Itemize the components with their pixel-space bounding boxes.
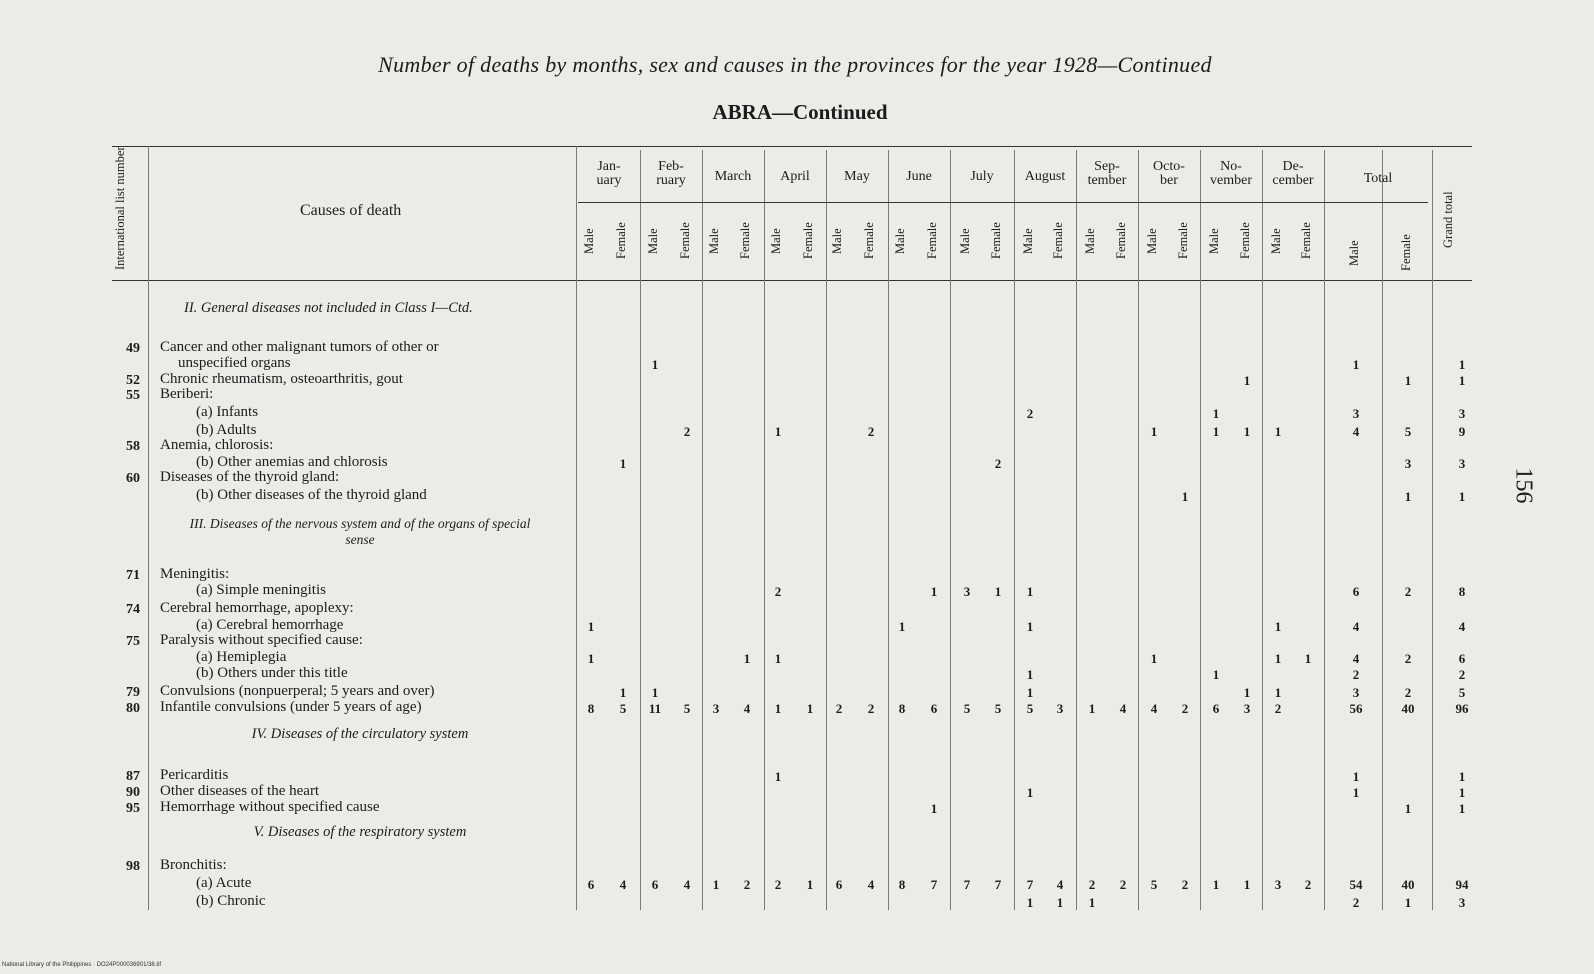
row-label: Cerebral hemorrhage, apoplexy: (160, 601, 354, 616)
table-cell: 2 (743, 877, 751, 892)
male-header: Male (582, 228, 596, 254)
table-cell: 1 (806, 877, 814, 892)
table-cell: 5 (683, 701, 691, 716)
table-cell: 5 (619, 701, 627, 716)
table-cell: 2 (835, 701, 843, 716)
table-cell: 2 (1352, 667, 1360, 682)
table-cell: 1 (1243, 424, 1251, 439)
table-cell: 94 (1455, 877, 1469, 892)
male-header: Male (958, 228, 972, 254)
row-label: (b) Adults (196, 423, 257, 438)
month-column-rule (950, 150, 951, 910)
table-cell: 2 (1088, 877, 1096, 892)
month-header: De- cember (1272, 159, 1314, 188)
row-label: Convulsions (nonpuerperal; 5 years and over) (160, 684, 435, 699)
table-cell: 3 (1352, 406, 1360, 421)
grand-total-header: Grand total (1441, 191, 1455, 249)
table-cell: 1 (1212, 877, 1220, 892)
table-cell: 7 (930, 877, 938, 892)
row-label: Pericarditis (160, 768, 229, 783)
row-code: 90 (126, 785, 140, 800)
female-header: Female (614, 222, 628, 260)
table-cell: 1 (1243, 685, 1251, 700)
table-cell: 1 (1026, 895, 1034, 910)
table-cell: 2 (1181, 701, 1189, 716)
table-cell: 1 (587, 651, 595, 666)
total-column-rule (1382, 150, 1383, 910)
table-column-rule (576, 146, 577, 910)
table-cell: 1 (1274, 619, 1282, 634)
row-label: (a) Simple meningitis (196, 583, 326, 598)
table-cell: 1 (774, 651, 782, 666)
table-cell: 3 (963, 584, 971, 599)
table-cell: 3 (1458, 456, 1466, 471)
table-cell: 4 (1352, 424, 1360, 439)
table-cell: 96 (1455, 701, 1469, 716)
month-header: March (714, 169, 752, 184)
section-heading: III. Diseases of the nervous system and of the organs of special sense (189, 516, 531, 547)
section-heading: IV. Diseases of the circulatory system (251, 726, 469, 742)
table-cell: 6 (651, 877, 659, 892)
table-cell: 2 (774, 584, 782, 599)
table-cell: 1 (1243, 373, 1251, 388)
row-code: 80 (126, 701, 140, 716)
table-cell: 3 (1274, 877, 1282, 892)
female-header: Female (738, 222, 752, 260)
table-cell: 8 (898, 701, 906, 716)
row-label: unspecified organs (178, 356, 291, 371)
table-cell: 8 (898, 877, 906, 892)
row-code: 79 (126, 685, 140, 700)
table-cell: 1 (1352, 357, 1360, 372)
table-cell: 6 (587, 877, 595, 892)
male-header: Male (1269, 228, 1283, 254)
table-cell: 5 (994, 701, 1002, 716)
female-header: Female (862, 222, 876, 260)
table-cell: 40 (1401, 701, 1415, 716)
table-cell: 4 (683, 877, 691, 892)
row-label: Paralysis without specified cause: (160, 633, 363, 648)
row-code: 52 (126, 373, 140, 388)
month-header: Sep- tember (1087, 159, 1127, 188)
table-cell: 1 (1458, 357, 1466, 372)
row-code: 71 (126, 568, 140, 583)
table-cell: 1 (651, 685, 659, 700)
month-column-rule (1014, 150, 1015, 910)
table-cell: 1 (587, 619, 595, 634)
table-cell: 1 (930, 584, 938, 599)
male-header: Male (646, 228, 660, 254)
table-cell: 1 (994, 584, 1002, 599)
table-cell: 2 (774, 877, 782, 892)
table-cell: 2 (1304, 877, 1312, 892)
row-code: 95 (126, 801, 140, 816)
row-label: (a) Cerebral hemorrhage (196, 618, 344, 633)
table-cell: 1 (1458, 785, 1466, 800)
row-label: Chronic rheumatism, osteoarthritis, gout (160, 372, 403, 387)
table-cell: 1 (1243, 877, 1251, 892)
row-code: 55 (126, 388, 140, 403)
table-cell: 3 (1458, 406, 1466, 421)
row-code: 60 (126, 471, 140, 486)
female-header: Female (1176, 222, 1190, 260)
row-code: 74 (126, 602, 140, 617)
section-heading: II. General diseases not included in Class I—Ctd. (184, 300, 473, 316)
table-cell: 1 (1404, 801, 1412, 816)
row-label: (b) Other diseases of the thyroid gland (196, 488, 427, 503)
table-cell: 11 (648, 701, 662, 716)
table-cell: 4 (743, 701, 751, 716)
month-column-rule (1324, 150, 1325, 910)
table-column-rule (148, 146, 149, 910)
female-header: Female (925, 222, 939, 260)
table-cell: 1 (1088, 895, 1096, 910)
table-cell: 6 (1212, 701, 1220, 716)
row-label: Other diseases of the heart (160, 784, 320, 799)
female-header: Female (1299, 222, 1313, 260)
table-cell: 1 (774, 701, 782, 716)
table-cell: 1 (1150, 424, 1158, 439)
month-header: May (844, 169, 870, 184)
table-cell: 7 (963, 877, 971, 892)
table-cell: 7 (994, 877, 1002, 892)
table-cell: 3 (1458, 895, 1466, 910)
table-cell: 1 (1088, 701, 1096, 716)
table-cell: 4 (1150, 701, 1158, 716)
causes-header: Causes of death (300, 202, 402, 219)
table-cell: 1 (1458, 769, 1466, 784)
row-label: (b) Chronic (196, 894, 266, 909)
table-cell: 1 (930, 801, 938, 816)
month-column-rule (888, 150, 889, 910)
total-header: Total (1363, 171, 1393, 186)
table-cell: 1 (1026, 584, 1034, 599)
male-header: Male (769, 228, 783, 254)
table-cell: 1 (1212, 406, 1220, 421)
table-cell: 1 (619, 456, 627, 471)
table-cell: 6 (835, 877, 843, 892)
table-cell: 1 (1274, 685, 1282, 700)
month-column-rule (1262, 150, 1263, 910)
table-cell: 1 (1352, 769, 1360, 784)
table-cell: 1 (1404, 895, 1412, 910)
table-cell: 1 (1212, 667, 1220, 682)
male-header: Male (1145, 228, 1159, 254)
table-cell: 3 (1352, 685, 1360, 700)
female-header: Female (678, 222, 692, 260)
table-cell: 6 (1352, 584, 1360, 599)
table-cell: 1 (1274, 651, 1282, 666)
table-cell: 5 (963, 701, 971, 716)
table-cell: 4 (1352, 619, 1360, 634)
table-cell: 1 (1150, 651, 1158, 666)
month-header: No- vember (1210, 159, 1252, 188)
month-column-rule (640, 150, 641, 910)
month-header: Octo- ber (1153, 159, 1185, 188)
table-cell: 3 (1243, 701, 1251, 716)
female-header: Female (1051, 222, 1065, 260)
table-cell: 2 (1274, 701, 1282, 716)
row-code: 58 (126, 439, 140, 454)
intl-list-header: International list number (113, 146, 127, 270)
row-code: 98 (126, 859, 140, 874)
month-header: June (906, 169, 932, 184)
table-cell: 4 (867, 877, 875, 892)
male-header: Male (1083, 228, 1097, 254)
table-cell: 1 (1056, 895, 1064, 910)
table-cell: 4 (1458, 619, 1466, 634)
table-cell: 2 (994, 456, 1002, 471)
month-header: April (780, 169, 810, 184)
table-cell: 1 (774, 769, 782, 784)
table-cell: 1 (651, 357, 659, 372)
male-header: Male (893, 228, 907, 254)
table-cell: 1 (774, 424, 782, 439)
row-label: Anemia, chlorosis: (160, 438, 274, 453)
month-column-rule (1200, 150, 1201, 910)
page-subtitle: ABRA—Continued (712, 100, 888, 124)
row-code: 75 (126, 634, 140, 649)
row-label: (a) Infants (196, 405, 259, 420)
male-header: Male (1347, 240, 1361, 266)
table-cell: 5 (1458, 685, 1466, 700)
table-cell: 4 (1352, 651, 1360, 666)
table-cell: 1 (1026, 667, 1034, 682)
female-header: Female (989, 222, 1003, 260)
row-code: 49 (126, 341, 140, 356)
page-number: 156 (1510, 467, 1537, 504)
table-cell: 7 (1026, 877, 1034, 892)
table-cell: 3 (1056, 701, 1064, 716)
table-cell: 1 (1026, 685, 1034, 700)
month-header: Feb- ruary (656, 159, 686, 188)
table-cell: 4 (1056, 877, 1064, 892)
row-label: (b) Other anemias and chlorosis (196, 455, 388, 470)
row-label: Diseases of the thyroid gland: (160, 470, 340, 485)
table-header-rule (112, 280, 1472, 281)
table-cell: 1 (1458, 489, 1466, 504)
row-label: Hemorrhage without specified cause (160, 800, 380, 815)
male-header: Male (1021, 228, 1035, 254)
table-cell: 2 (683, 424, 691, 439)
table-cell: 8 (587, 701, 595, 716)
row-code: 87 (126, 769, 140, 784)
table-cell: 1 (1274, 424, 1282, 439)
table-cell: 2 (1404, 685, 1412, 700)
table-cell: 1 (1352, 785, 1360, 800)
table-cell: 2 (1404, 651, 1412, 666)
table-cell: 1 (743, 651, 751, 666)
month-header: July (970, 169, 994, 184)
female-header: Female (1114, 222, 1128, 260)
month-header: August (1024, 169, 1066, 184)
scan-footer: National Library of the Philippines · DO24P000036901/38.tif (2, 962, 162, 968)
row-label: Beriberi: (160, 387, 214, 402)
table-cell: 3 (712, 701, 720, 716)
table-cell: 9 (1458, 424, 1466, 439)
male-header: Male (830, 228, 844, 254)
table-cell: 1 (619, 685, 627, 700)
section-heading: V. Diseases of the respiratory system (253, 824, 467, 840)
month-header-rule (578, 202, 1428, 203)
table-cell: 1 (712, 877, 720, 892)
female-header: Female (801, 222, 815, 260)
table-cell: 1 (1304, 651, 1312, 666)
row-label: (b) Others under this title (196, 666, 348, 681)
table-cell: 2 (1458, 667, 1466, 682)
table-cell: 1 (1026, 619, 1034, 634)
table-cell: 2 (1352, 895, 1360, 910)
table-cell: 5 (1150, 877, 1158, 892)
female-header: Female (1399, 234, 1413, 272)
month-column-rule (702, 150, 703, 910)
row-label: Cancer and other malignant tumors of other or (160, 340, 439, 355)
table-cell: 1 (898, 619, 906, 634)
table-cell: 5 (1404, 424, 1412, 439)
table-cell: 2 (1404, 584, 1412, 599)
row-label: Bronchitis: (160, 858, 227, 873)
month-column-rule (1138, 150, 1139, 910)
table-cell: 2 (867, 424, 875, 439)
table-cell: 1 (1458, 373, 1466, 388)
table-cell: 8 (1458, 584, 1466, 599)
month-column-rule (1076, 150, 1077, 910)
row-label: (a) Hemiplegia (196, 650, 287, 665)
table-cell: 1 (1458, 801, 1466, 816)
male-header: Male (1207, 228, 1221, 254)
total-column-rule (1432, 150, 1433, 910)
table-cell: 5 (1026, 701, 1034, 716)
male-header: Male (707, 228, 721, 254)
table-cell: 1 (806, 701, 814, 716)
table-cell: 1 (1026, 785, 1034, 800)
table-top-rule (112, 146, 1472, 147)
table-cell: 1 (1404, 489, 1412, 504)
table-cell: 56 (1349, 701, 1363, 716)
table-cell: 54 (1349, 877, 1363, 892)
row-label: (a) Acute (196, 876, 252, 891)
month-header: Jan- uary (596, 159, 622, 188)
table-cell: 4 (1119, 701, 1127, 716)
table-cell: 3 (1404, 456, 1412, 471)
table-cell: 2 (1119, 877, 1127, 892)
table-cell: 2 (1181, 877, 1189, 892)
female-header: Female (1238, 222, 1252, 260)
page-title: Number of deaths by months, sex and causes in the provinces for the year 1928—Continued (378, 52, 1212, 77)
month-column-rule (764, 150, 765, 910)
row-label: Infantile convulsions (under 5 years of age) (160, 700, 422, 715)
table-cell: 2 (867, 701, 875, 716)
table-cell: 1 (1212, 424, 1220, 439)
table-cell: 40 (1401, 877, 1415, 892)
table-cell: 1 (1181, 489, 1189, 504)
table-cell: 2 (1026, 406, 1034, 421)
table-cell: 6 (1458, 651, 1466, 666)
row-label: Meningitis: (160, 567, 230, 582)
table-cell: 4 (619, 877, 627, 892)
table-cell: 6 (930, 701, 938, 716)
month-column-rule (826, 150, 827, 910)
table-cell: 1 (1404, 373, 1412, 388)
